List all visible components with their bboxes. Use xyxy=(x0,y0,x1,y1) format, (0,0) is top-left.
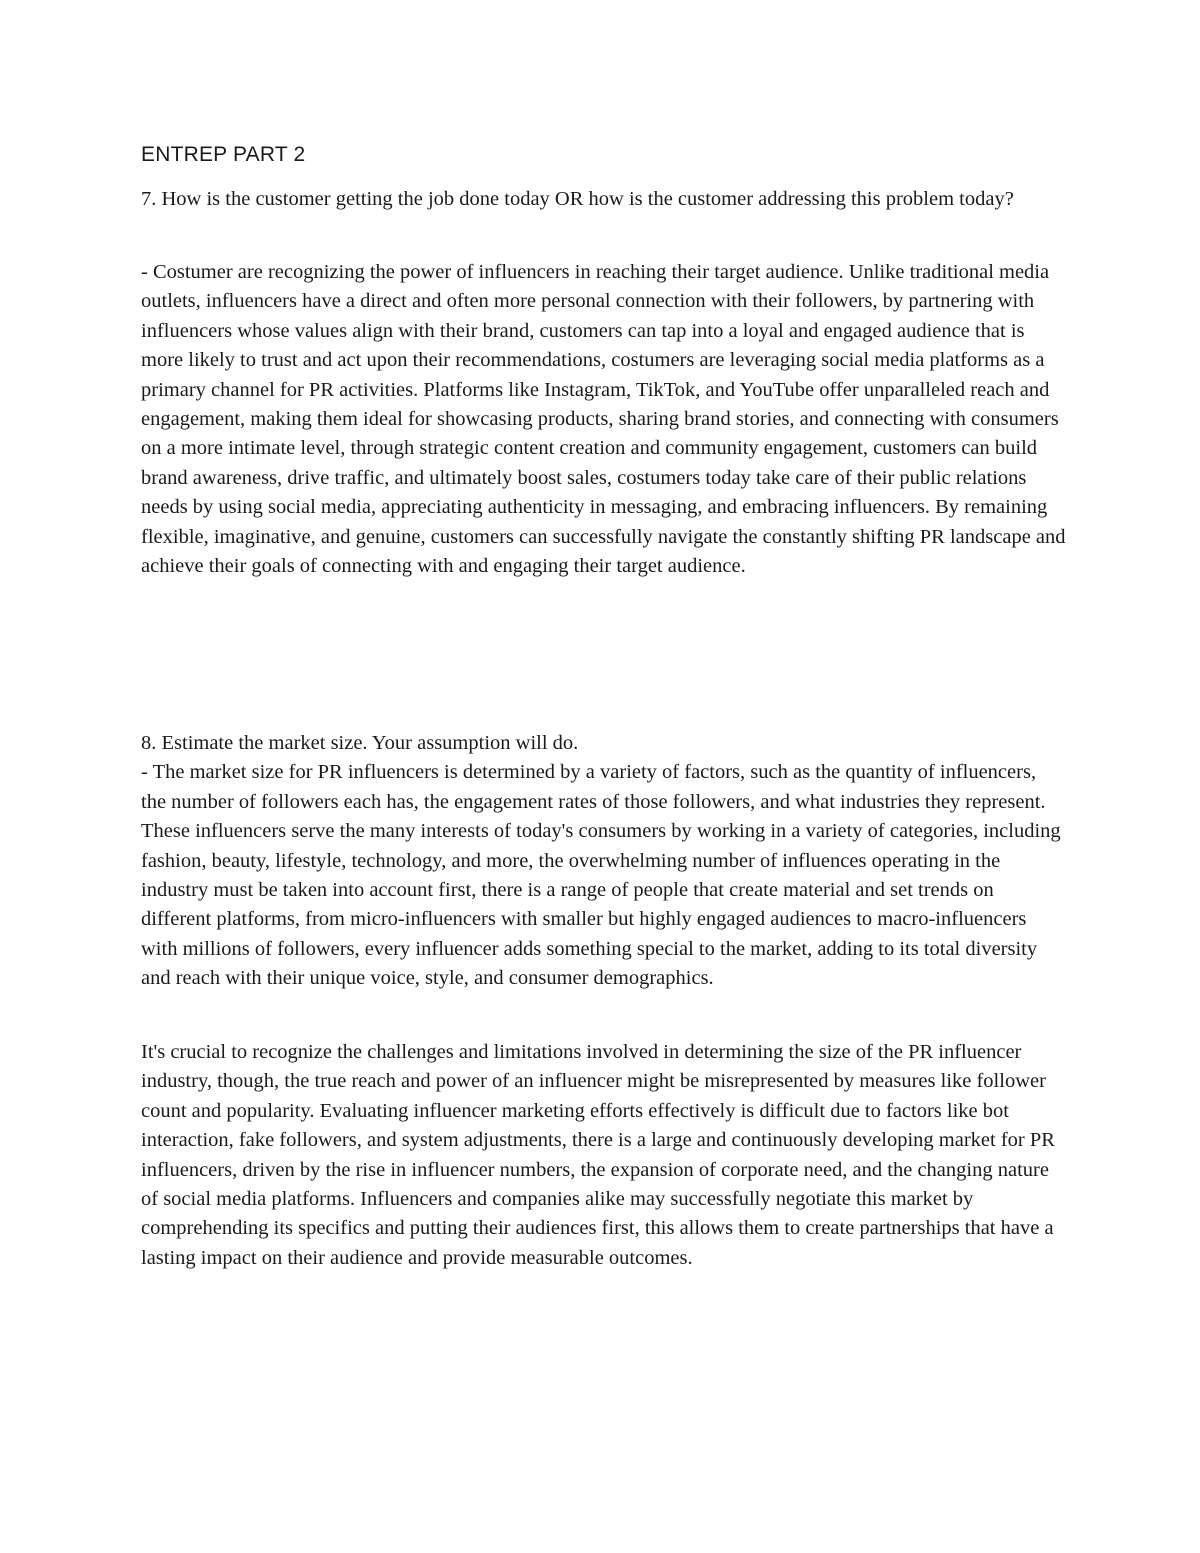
answer-8-paragraph-2: It's crucial to recognize the challenges and limitations involved in determining the size of the PR influencer industry, though, the true reach and power of an influencer might be misrepresented by measures like follower count and popularity. Evaluating influencer marketing efforts effectively is difficult due to factors like bot interaction, fake followers, and system adjustments, there is a large and continuously developing market for PR influencers, driven by the rise in influencer numbers, the expansion of corporate need, and the changing nature of social media platforms. Influencers and companies alike may successfully negotiate this market by comprehending its specifics and putting their audiences first, this allows them to create partnerships that have a lasting impact on their audience and provide measurable outcomes. xyxy=(141,1041,1055,1269)
question-7: 7. How is the customer getting the job done today OR how is the customer addressing this problem today? xyxy=(141,188,1014,210)
question-7-block xyxy=(141,185,1066,214)
answer-8-paragraph-1: - The market size for PR influencers is determined by a variety of factors, such as the quantity of influencers, the number of followers each has, the engagement rates of those followers, and what industries they represent. These influencers serve the many interests of today's consumers by working in a variety of categories, including fashion, beauty, lifestyle, technology, and more, the overwhelming number of influences operating in the industry must be taken into account first, there is a range of people that create material and set trends on different platforms, from micro-influencers with smaller but highly engaged audiences to macro-influencers with millions of followers, every influencer adds something special to the market, adding to its total diversity and reach with their unique voice, style, and consumer demographics. xyxy=(141,761,1061,990)
answer-8-continuation-block xyxy=(141,1038,1066,1273)
document-title: ENTREP PART 2 xyxy=(141,143,306,166)
answer-7-block xyxy=(141,258,1066,581)
question-8: 8. Estimate the market size. Your assumption will do. xyxy=(141,732,579,754)
answer-7-paragraph: - Costumer are recognizing the power of influencers in reaching their target audience. Unlike traditional media outlets, influencers have a direct and often more personal connection with their followers, by partnering with influencers whose values align with their brand, customers can tap into a loyal and engaged audience that is more likely to trust and act upon their recommendations, costumers are leveraging social media platforms as a primary channel for PR activities. Platforms like Instagram, TikTok, and YouTube offer unparalleled reach and engagement, making them ideal for showcasing products, sharing brand stories, and connecting with consumers on a more intimate level, through strategic content creation and community engagement, customers can build brand awareness, drive traffic, and ultimately boost sales, costumers today take care of their public relations needs by using social media, appreciating authenticity in messaging, and embracing influencers. By remaining flexible, imaginative, and genuine, customers can successfully navigate the constantly shifting PR landscape and achieve their goals of connecting with and engaging their target audience. xyxy=(141,261,1066,578)
question-8-block xyxy=(141,729,1066,994)
